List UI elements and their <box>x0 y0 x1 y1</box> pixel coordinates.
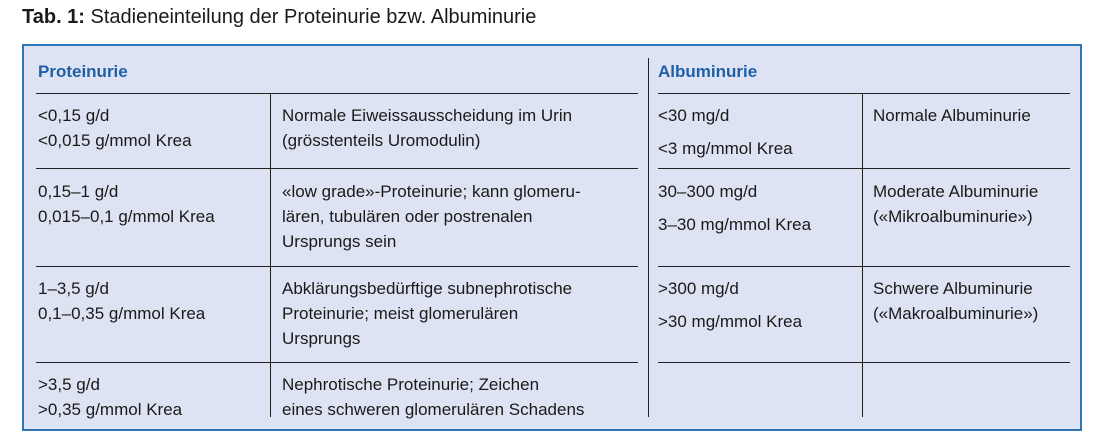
cell-line: 3–30 mg/mmol Krea <box>658 215 812 234</box>
cell-line: «low grade»-Proteinurie; kann glomeru- <box>282 182 581 201</box>
table-cell-prot-value <box>38 372 182 422</box>
table-cell-prot-desc <box>282 103 572 153</box>
cell-line: >0,35 g/mmol Krea <box>38 400 183 419</box>
cell-line: Ursprungs sein <box>282 232 397 251</box>
cell-line: 1–3,5 g/d <box>38 279 109 298</box>
table-cell-alb-desc <box>873 179 1038 229</box>
cell-line: 0,1–0,35 g/mmol Krea <box>38 304 206 323</box>
table-cell-alb-value <box>658 272 802 338</box>
cell-line: lären, tubulären oder postrenalen <box>282 207 533 226</box>
table-cell-prot-desc <box>282 372 584 422</box>
row-divider <box>658 266 1070 267</box>
row-divider <box>658 362 1070 363</box>
table-cell-alb-desc <box>873 276 1038 326</box>
row-divider <box>658 93 1070 94</box>
cell-line: («Mikroalbuminurie») <box>873 207 1033 226</box>
column-divider-protein <box>270 94 271 417</box>
caption-label: Tab. 1: <box>22 6 85 28</box>
header-albuminurie: Albuminurie <box>658 62 758 81</box>
table-cell-alb-value <box>658 175 811 241</box>
table-cell-prot-desc <box>282 179 581 254</box>
table-cell-prot-value <box>38 276 205 326</box>
cell-line: 0,15–1 g/d <box>38 182 119 201</box>
cell-line: <30 mg/d <box>658 106 730 125</box>
table-cell-prot-value <box>38 179 215 229</box>
cell-line: eines schweren glomerulären Schadens <box>282 400 585 419</box>
table-frame <box>22 44 1082 431</box>
cell-line: Normale Eiweissausscheidung im Urin <box>282 106 573 125</box>
row-divider <box>36 93 638 94</box>
cell-line: Nephrotische Proteinurie; Zeichen <box>282 375 540 394</box>
cell-line: >30 mg/mmol Krea <box>658 312 803 331</box>
cell-line: >3,5 g/d <box>38 375 100 394</box>
cell-line: <0,15 g/d <box>38 106 110 125</box>
table-cell-prot-desc <box>282 276 572 351</box>
row-divider <box>36 266 638 267</box>
table-cell-prot-value <box>38 103 192 153</box>
cell-line: («Makroalbuminurie») <box>873 304 1039 323</box>
cell-line: 30–300 mg/d <box>658 182 758 201</box>
table-cell-alb-desc <box>873 103 1031 128</box>
column-divider-albumin <box>862 94 863 417</box>
cell-line: Proteinurie; meist glomerulären <box>282 304 519 323</box>
cell-line: Schwere Albuminurie <box>873 279 1033 298</box>
cell-line: 0,015–0,1 g/mmol Krea <box>38 207 215 226</box>
cell-line: <3 mg/mmol Krea <box>658 139 793 158</box>
cell-line: >300 mg/d <box>658 279 739 298</box>
table-cell-alb-value <box>658 99 793 165</box>
cell-line: Abklärungsbedürftige subnephrotische <box>282 279 573 298</box>
cell-line: Moderate Albuminurie <box>873 182 1039 201</box>
table-caption <box>22 4 536 30</box>
cell-line: <0,015 g/mmol Krea <box>38 131 192 150</box>
row-divider <box>36 362 638 363</box>
cell-line: Normale Albuminurie <box>873 106 1031 125</box>
header-proteinurie: Proteinurie <box>38 62 128 81</box>
row-divider <box>658 168 1070 169</box>
cell-line: (grösstenteils Uromodulin) <box>282 131 481 150</box>
column-divider-main <box>648 58 649 417</box>
row-divider <box>36 168 638 169</box>
cell-line: Ursprungs <box>282 329 361 348</box>
caption-text: Stadieneinteilung der Proteinurie bzw. Albuminurie <box>90 6 537 28</box>
